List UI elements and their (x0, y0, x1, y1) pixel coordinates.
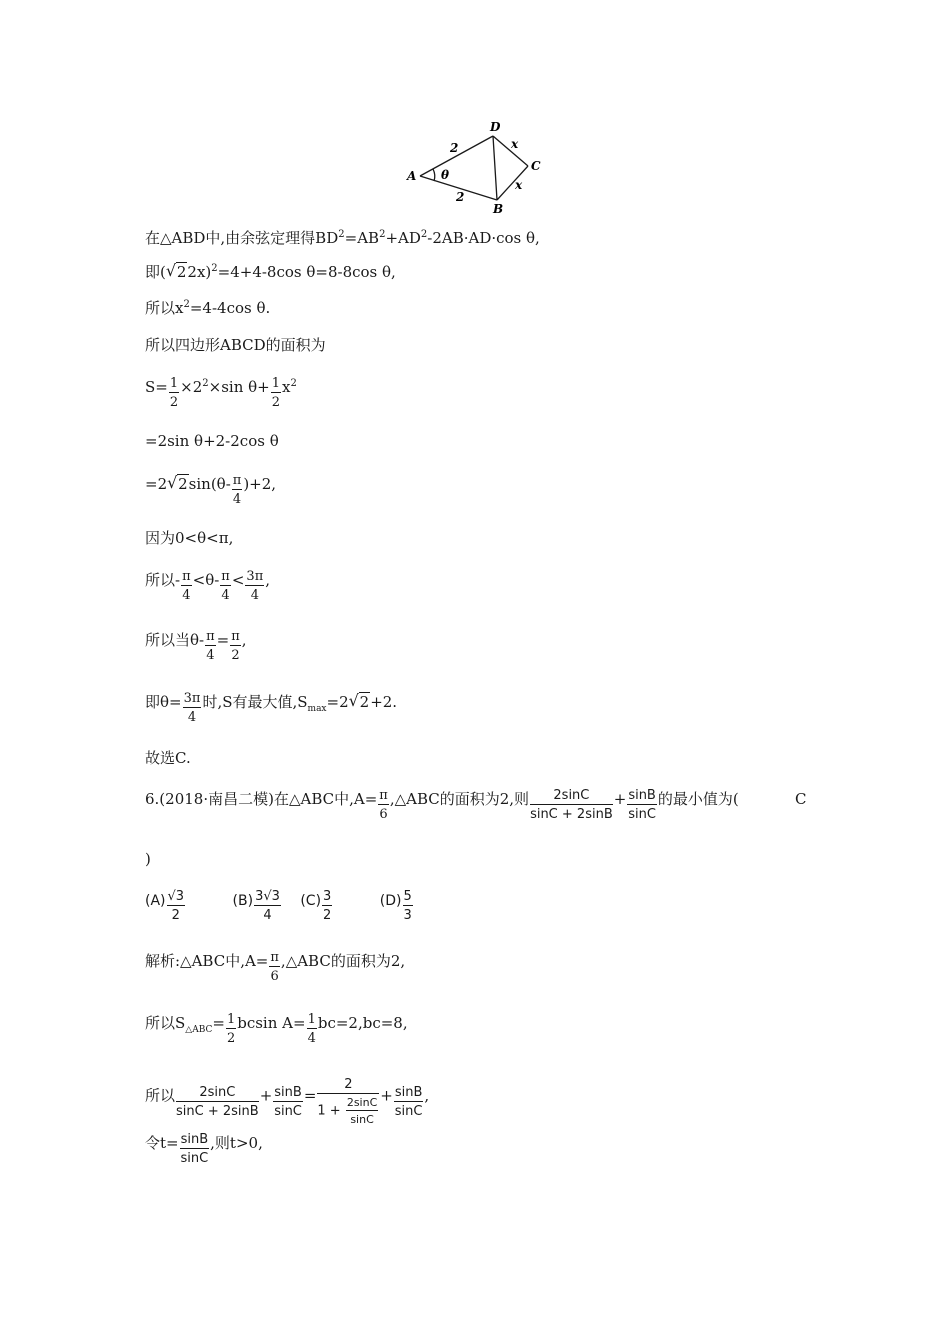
line-x-squared: 所以$x^2=4-4\cos$ θ. (145, 299, 271, 317)
fraction: $\frac{3\pi}{4}$ (246, 569, 264, 603)
line-answer: 故选C. (145, 749, 191, 767)
label-d: D (490, 120, 501, 134)
fraction: $\frac{1}{2}$ (226, 1012, 236, 1046)
fraction: $\frac{\pi}{4}$ (182, 569, 191, 603)
edge-cb (497, 166, 528, 200)
option-d: (D) $\frac{5}{3}$ (379, 889, 412, 923)
option-c: (C) $\frac{3}{2}$ (300, 889, 332, 923)
edge-db (493, 136, 497, 200)
options (145, 890, 414, 922)
question-6-answer: C (795, 790, 807, 808)
solution-line-1: 解析:△ABC中,A= $\frac{\pi}{6}$ ,△ABC的面积为2, (145, 950, 406, 984)
fraction: $\frac{2\sin C}{\sin C + 2\sin B}$ (176, 1084, 259, 1119)
fraction: $\frac{3√3}{4}$ (255, 889, 280, 923)
line-area-formula: S= $\frac{1}{2}$ $\times 2^2\times\sin$ θ+ $\frac{1}{2}$ $x^2$ (145, 376, 297, 410)
label-theta: θ (441, 168, 450, 182)
line-max: 即θ= $\frac{3\pi}{4}$ 时,S有最大值$,S_{max}=2√$ 2+2. (145, 692, 397, 724)
fraction: $\frac{1}{2}$ (169, 376, 179, 410)
label-ad: 2 (450, 141, 459, 155)
fraction: $\frac{2\sin C}{\sin C}$ (346, 1096, 378, 1126)
fraction: $\frac{\pi}{4}$ (221, 569, 230, 603)
line-shifted-range: 所以- $\frac{\pi}{4}$ <θ- $\frac{\pi}{4}$ < $\frac{3\pi}{4}$ , (145, 569, 271, 603)
fraction: $\frac{\sin B}{\sin C}$ (274, 1084, 302, 1119)
fraction: $\frac{\sin B}{\sin C}$ (628, 788, 656, 822)
fraction: $\frac{\pi}{4}$ (206, 629, 215, 663)
angle-arc (433, 169, 435, 181)
line-bd-squared: 即(√ 22x)$^2$=4+4-8cos θ=8-8cos θ, (145, 262, 396, 282)
fraction: $\frac{3\pi}{4}$ (183, 691, 201, 725)
line-when: 所以当θ- $\frac{\pi}{4}$ = $\frac{\pi}{2}$ , (145, 629, 247, 663)
fraction: $\frac{\pi}{2}$ (231, 629, 240, 663)
line-cosine-law: 在△ABD中,由余弦定理得$BD^2=AB^2+AD^2-2AB\cdot AD\cdot\cos$ θ, (145, 229, 540, 247)
fraction: 2 1 + $\frac{2\sin C}{\sin C}$ (317, 1077, 378, 1126)
line-area-intro: 所以四边形ABCD的面积为 (145, 336, 326, 354)
label-c: C (531, 159, 541, 173)
fraction: $\frac{√3}{2}$ (167, 889, 185, 923)
fraction: $\frac{\sin B}{\sin C}$ (180, 1132, 209, 1166)
label-bc: x (515, 178, 523, 192)
option-b: (B) $\frac{3√3}{4}$ (232, 889, 280, 923)
fraction: $\frac{1}{2}$ (271, 376, 281, 410)
question-6-close: ) (145, 850, 151, 868)
label-dc: x (511, 137, 519, 151)
line-area-sine: =2√ 2sin(θ- $\frac{\pi}{4}$ )+2, (145, 474, 276, 506)
solution-line-3: 所以 $\frac{2\sin C}{\sin C + 2\sin B}$ + $\frac{\sin B}{\sin C}$ = 2 1 + $\frac{2\sin C}{\sin C}$ + $\frac{\sin B}{\sin C}$ , (145, 1077, 430, 1126)
solution-line-2: 所以$S_{\triangle ABC}=$ $\frac{1}{2}$ bcsin A= $\frac{1}{4}$ bc=2,bc=8, (145, 1012, 408, 1046)
fraction: $\frac{5}{3}$ (403, 889, 412, 923)
fraction: $\frac{2\sin C}{\sin C + 2\sin B}$ (530, 788, 613, 822)
label-ab: 2 (456, 190, 465, 204)
label-a: A (407, 169, 417, 183)
option-a: (A) $\frac{√3}{2}$ (145, 889, 185, 923)
line-area-simplified: =2sin θ+2-2cos θ (145, 432, 279, 450)
fraction: $\frac{\sin B}{\sin C}$ (394, 1084, 423, 1119)
solution-line-4: 令t= $\frac{\sin B}{\sin C}$ ,则t>0, (145, 1132, 263, 1166)
fraction: $\frac{3}{2}$ (323, 889, 332, 923)
fraction: $\frac{\pi}{6}$ (379, 788, 388, 822)
fraction: $\frac{\pi}{4}$ (232, 473, 242, 507)
fraction: $\frac{1}{4}$ (307, 1012, 316, 1046)
label-b: B (493, 202, 504, 216)
question-6: 6.(2018·南昌二模)在△ABC中,A= $\frac{\pi}{6}$ ,△ABC的面积为2,则 $\frac{2\sin C}{\sin C + 2\sin B}$ + $\frac{\sin B}{\sin C}$ 的最小值为( (145, 788, 739, 822)
fraction: $\frac{\pi}{6}$ (270, 950, 279, 984)
line-theta-range: 因为0<θ<π, (145, 529, 234, 547)
quadrilateral-figure (400, 118, 560, 218)
